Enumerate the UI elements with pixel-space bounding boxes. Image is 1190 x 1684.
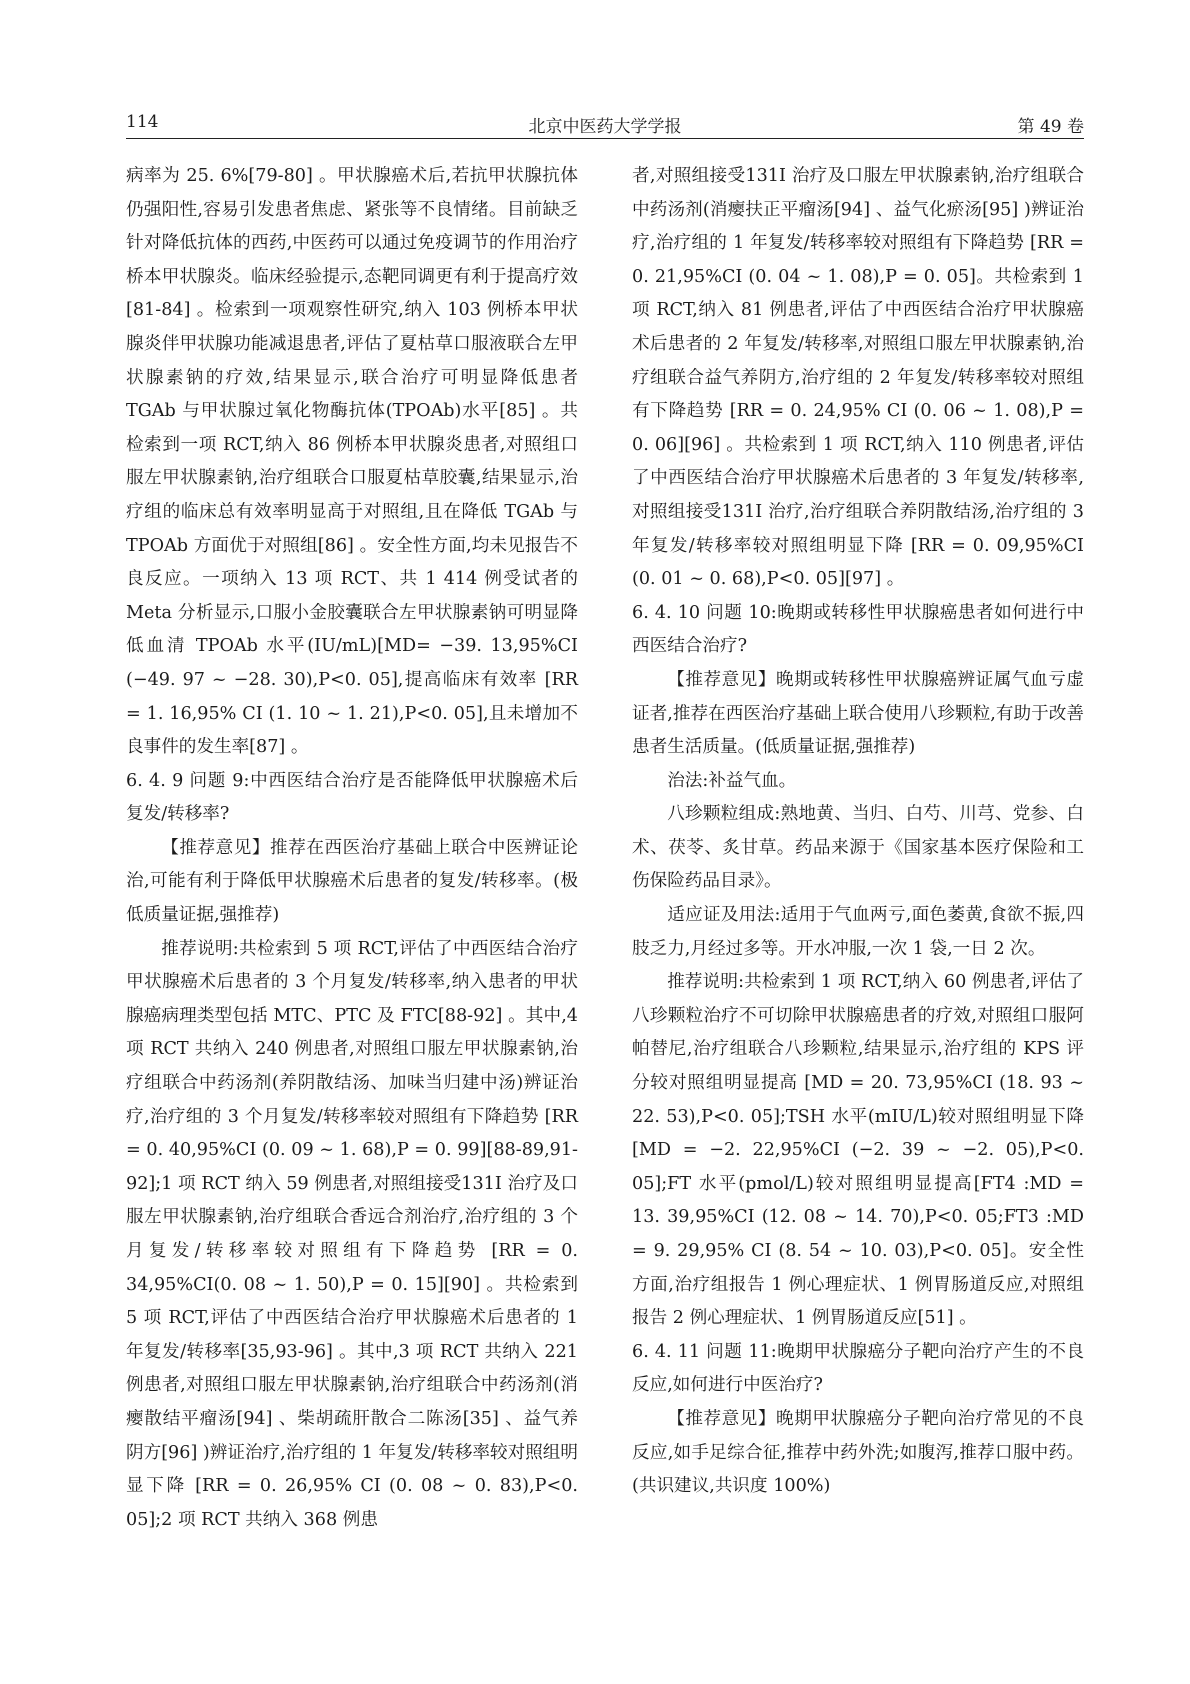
paragraph: 推荐说明:共检索到 1 项 RCT,纳入 60 例患者,评估了八珍颗粒治疗不可切除甲状腺癌患者的疗效,对照组口服阿帕替尼,治疗组联合八珍颗粒,结果显示,治疗组的 KPS 评分较对照组明显提高 [MD = 20. 73,95%CI (18. 93 ~ 22. 53),P<0. 05];TSH 水平(mIU/L)较对照组明显下降 [MD = −2. 22,95%CI (−2. 39 ~ −2. 05),P<0. 05];FT 水平(pmol/L)较对照组明显提高[FT4 :MD = 13. 39,95%CI (12. 08 ~ 14. 70),P<0. 05;FT3 :MD = 9. 29,95% CI (8. 54 ~ 10. 03),P<0. 05]。安全性方面,治疗组报告 1 例心理症状、1 例胃肠道反应,对照组报告 2 例心理症状、1 例胃肠道反应[51] 。 xyxy=(632,972,1084,1329)
volume-label: 第 49 卷 xyxy=(1017,117,1084,137)
section-heading: 6. 4. 11 问题 11:晚期甲状腺癌分子靶向治疗产生的不良反应,如何进行中医治疗? xyxy=(632,1341,1084,1396)
paragraph: 【推荐意见】晚期甲状腺癌分子靶向治疗常见的不良反应,如手足综合征,推荐中药外洗;如腹泻,推荐口服中药。(共识建议,共识度 100%) xyxy=(632,1408,1084,1497)
paragraph: 推荐说明:共检索到 5 项 RCT,评估了中西医结合治疗甲状腺癌术后患者的 3 个月复发/转移率,纳入患者的甲状腺癌病理类型包括 MTC、PTC 及 FTC[88-92] 。其中,4 项 RCT 共纳入 240 例患者,对照组口服左甲状腺素钠,治疗组联合中药汤剂(养阴散结汤、加味当归建中汤)辨证治疗,治疗组的 3 个月复发/转移率较对照组有下降趋势 [RR = 0. 40,95%CI (0. 09 ~ 1. 68),P = 0. 99][88-89,91-92];1 项 RCT 纳入 59 例患者,对照组接受131I 治疗及口服左甲状腺素钠,治疗组联合香远合剂治疗,治疗组的 3 个月复发/转移率较对照组有下降趋势 [RR = 0. 34,95%CI(0. 08 ~ 1. 50),P = 0. 15][90] 。共检索到 5 项 RCT,评估了中西医结合治疗甲状腺癌术后患者的 1 年复发/转移率[35,93-96] 。其中,3 项 RCT 共纳入 221 例患者,对照组口服左甲状腺素钠,治疗组联合中药汤剂(消瘿散结平瘤汤[94] 、柴胡疏肝散合二陈汤[35] 、益气养阴方[96] )辨证治疗,治疗组的 1 年复发/转移率较对照组明显下降 [RR = 0. 26,95% CI (0. 08 ~ 0. 83),P<0. 05];2 项 RCT 共纳入 368 例患 xyxy=(126,938,578,1530)
journal-title: 北京中医药大学学报 xyxy=(528,117,682,137)
paragraph: 治法:补益气血。 xyxy=(667,770,797,791)
section-heading: 6. 4. 10 问题 10:晚期或转移性甲状腺癌患者如何进行中西医结合治疗? xyxy=(632,602,1084,657)
paragraph: 八珍颗粒组成:熟地黄、当归、白芍、川芎、党参、白术、茯苓、炙甘草。药品来源于《国家基本医疗保险和工伤保险药品目录》。 xyxy=(632,804,1084,892)
section-heading: 6. 4. 9 问题 9:中西医结合治疗是否能降低甲状腺癌术后复发/转移率? xyxy=(126,770,578,825)
paragraph: 病率为 25. 6%[79-80] 。甲状腺癌术后,若抗甲状腺抗体仍强阳性,容易引发患者焦虑、紧张等不良情绪。目前缺乏针对降低抗体的西药,中医药可以通过免疫调节的作用治疗桥本甲状腺炎。临床经验提示,态靶同调更有利于提高疗效[81-84] 。检索到一项观察性研究,纳入 103 例桥本甲状腺炎伴甲状腺功能减退患者,评估了夏枯草口服液联合左甲状腺素钠的疗效,结果显示,联合治疗可明显降低患者 TGAb 与甲状腺过氧化物酶抗体(TPOAb)水平[85] 。共检索到一项 RCT,纳入 86 例桥本甲状腺炎患者,对照组口服左甲状腺素钠,治疗组联合口服夏枯草胶囊,结果显示,治疗组的临床总有效率明显高于对照组,且在降低 TGAb 与 TPOAb 方面优于对照组[86] 。安全性方面,均未见报告不良反应。一项纳入 13 项 RCT、共 1 414 例受试者的 Meta 分析显示,口服小金胶囊联合左甲状腺素钠可明显降低血清 TPOAb 水平(IU/mL)[MD= −39. 13,95%CI (−49. 97 ~ −28. 30),P<0. 05],提高临床有效率 [RR = 1. 16,95% CI (1. 10 ~ 1. 21),P<0. 05],且未增加不良事件的发生率[87] 。 xyxy=(126,166,578,758)
paragraph: 者,对照组接受131I 治疗及口服左甲状腺素钠,治疗组联合中药汤剂(消瘿扶正平瘤汤[94] 、益气化瘀汤[95] )辨证治疗,治疗组的 1 年复发/转移率较对照组有下降趋势 [RR = 0. 21,95%CI (0. 04 ~ 1. 08),P = 0. 05]。共检索到 1 项 RCT,纳入 81 例患者,评估了中西医结合治疗甲状腺癌术后患者的 2 年复发/转移率,对照组口服左甲状腺素钠,治疗组联合益气养阴方,治疗组的 2 年复发/转移率较对照组有下降趋势 [RR = 0. 24,95% CI (0. 06 ~ 1. 08),P = 0. 06][96] 。共检索到 1 项 RCT,纳入 110 例患者,评估了中西医结合治疗甲状腺癌术后患者的 3 年复发/转移率,对照组接受131I 治疗,治疗组联合养阴散结汤,治疗组的 3 年复发/转移率较对照组明显下降 [RR = 0. 09,95%CI (0. 01 ~ 0. 68),P<0. 05][97] 。 xyxy=(632,166,1084,590)
running-header xyxy=(126,108,1084,139)
paragraph: 【推荐意见】推荐在西医治疗基础上联合中医辨证论治,可能有利于降低甲状腺癌术后患者的复发/转移率。(极低质量证据,强推荐) xyxy=(126,837,578,926)
page-number: 114 xyxy=(126,112,159,132)
left-column xyxy=(126,160,578,1537)
paragraph: 【推荐意见】晚期或转移性甲状腺癌辨证属气血亏虚证者,推荐在西医治疗基础上联合使用八珍颗粒,有助于改善患者生活质量。(低质量证据,强推荐) xyxy=(632,669,1084,758)
right-column xyxy=(632,160,1084,1504)
paragraph: 适应证及用法:适用于气血两亏,面色萎黄,食欲不振,四肢乏力,月经过多等。开水冲服,一次 1 袋,一日 2 次。 xyxy=(632,905,1084,959)
